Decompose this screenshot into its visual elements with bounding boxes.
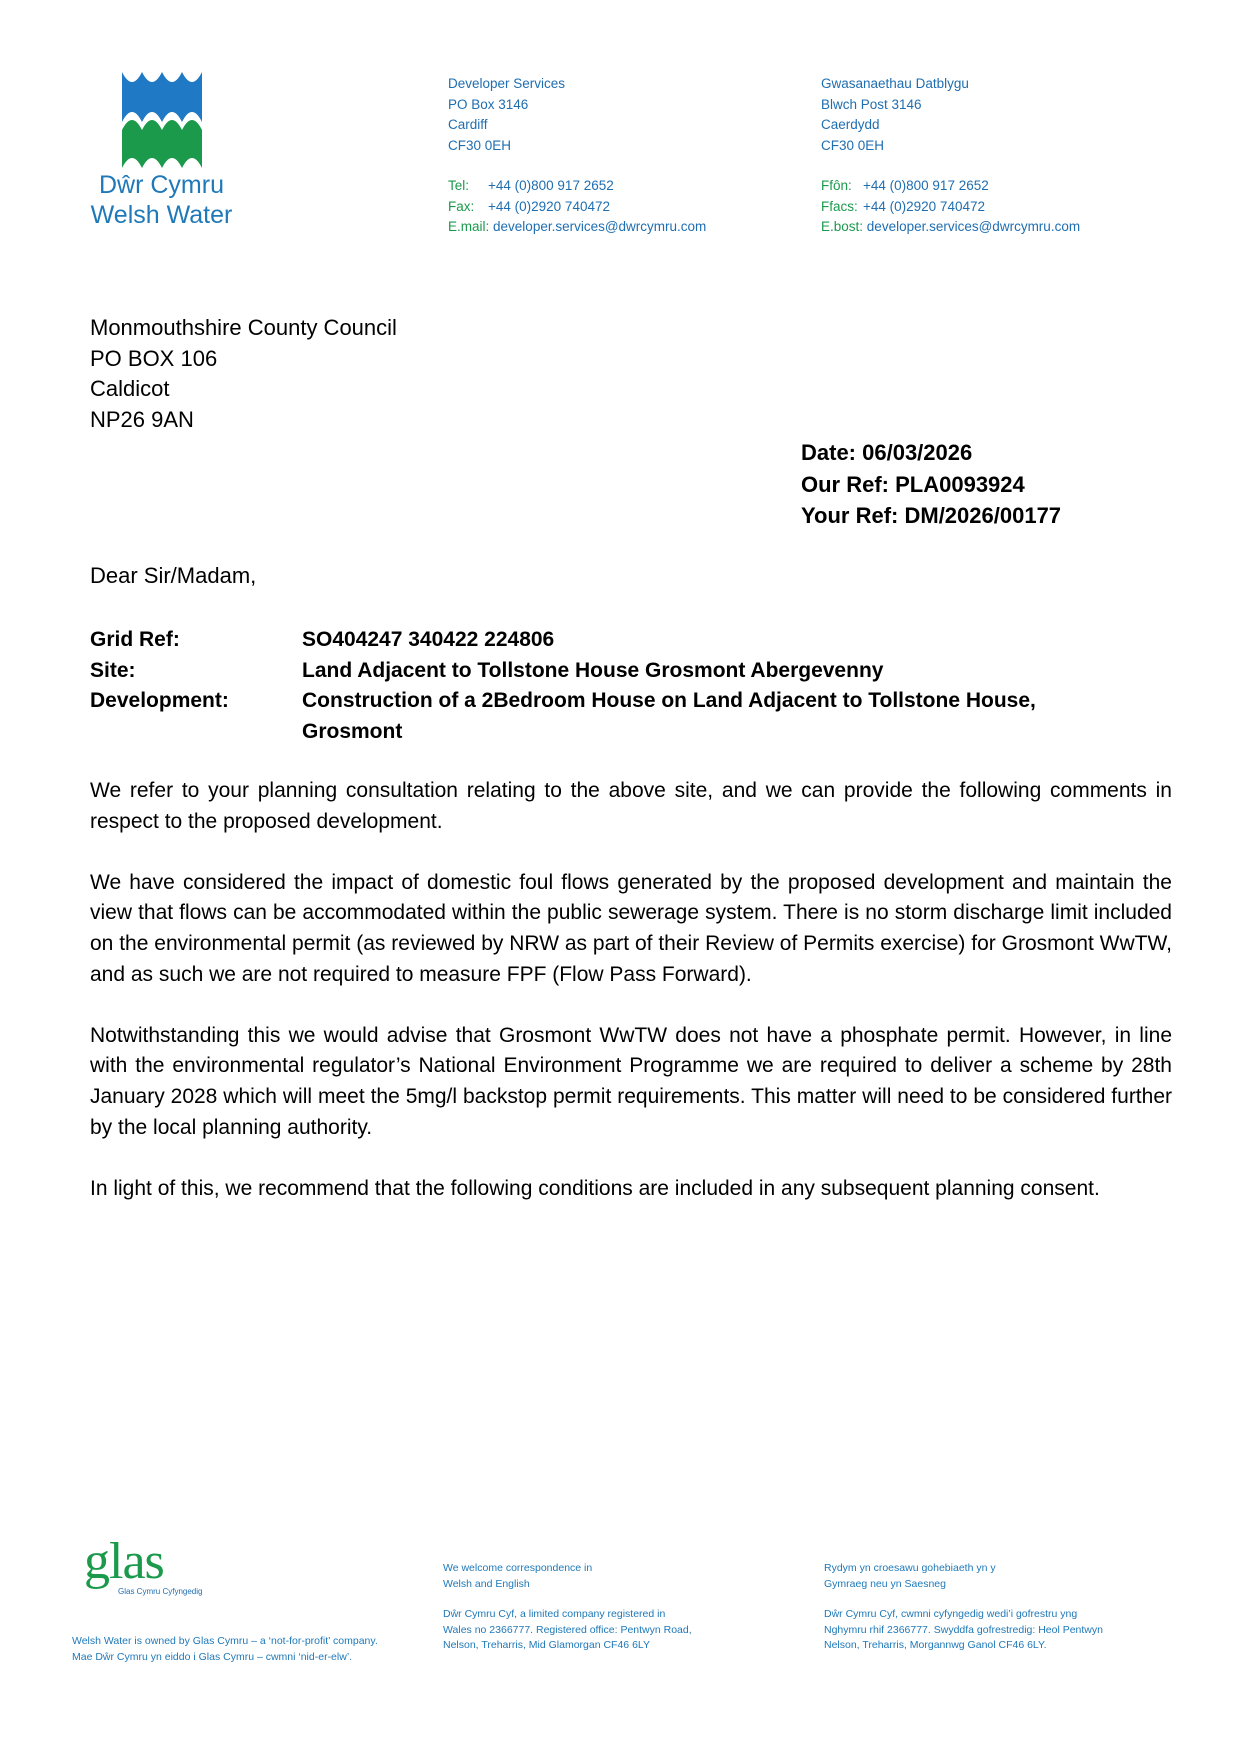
tel-label: Tel:	[448, 178, 470, 193]
body-paragraph: We refer to your planning consultation relating to the above site, and we can provide the following comments in respect to the proposed development.	[90, 779, 1172, 833]
site-label: Site:	[90, 658, 136, 682]
glas-logo	[84, 1533, 203, 1596]
grid-ref-value: SO404247 340422 224806	[302, 628, 555, 651]
fax-value: +44 (0)2920 740472	[488, 198, 610, 214]
email-link[interactable]: developer.services@dwrcymru.com	[493, 219, 707, 234]
address-line: Developer Services	[448, 76, 566, 91]
footer-line: Nelson, Treharris, Mid Glamorgan CF46 6LY	[443, 1639, 650, 1651]
fax-label: Ffacs:	[821, 198, 858, 214]
email-label: E.mail:	[448, 219, 490, 234]
email-link[interactable]: developer.services@dwrcymru.com	[866, 219, 1081, 234]
footer-line: We welcome correspondence in	[443, 1562, 593, 1574]
reference-block	[801, 437, 1061, 532]
development-value: Construction of a 2Bedroom House on Land Adjacent to Tollstone House, Grosmont	[302, 689, 1036, 743]
recipient-address	[90, 313, 397, 435]
footer-line: Welsh Water is owned by Glas Cymru – a ‘not-for-profit’ company.	[72, 1635, 378, 1647]
footer-line: Nelson, Treharris, Morgannwg Ganol CF46 6LY.	[824, 1639, 1047, 1651]
footer-line: Wales no 2366777. Registered office: Pentwyn Road,	[443, 1623, 692, 1636]
address-line: Gwasanaethau Datblygu	[821, 76, 969, 91]
site-value: Land Adjacent to Tollstone House Grosmont Abergevenny	[302, 658, 884, 682]
recipient-line: Monmouthshire County Council	[90, 315, 397, 340]
email-label: E.bost:	[821, 219, 864, 234]
your-ref: Your Ref: DM/2026/00177	[801, 503, 1062, 528]
address-line: CF30 0EH	[821, 137, 885, 153]
development-row	[90, 686, 1102, 747]
footer-line: Rydym yn croesawu gohebiaeth yn y	[824, 1562, 996, 1574]
recipient-line: Caldicot	[90, 376, 170, 401]
fax-label: Fax:	[448, 198, 475, 214]
address-line: Cardiff	[448, 117, 488, 132]
header-address-welsh	[821, 74, 1080, 238]
recipient-line: PO BOX 106	[90, 345, 218, 371]
glas-subtitle: Glas Cymru Cyfyngedig	[118, 1587, 203, 1596]
site-row	[90, 656, 1102, 687]
logo-line1: Dŵr Cymru	[99, 171, 224, 199]
body-paragraph: In light of this, we recommend that the following conditions are included in any subsequent planning consent.	[90, 1176, 1100, 1200]
address-line: PO Box 3146	[448, 96, 529, 112]
fax-value: +44 (0)2920 740472	[863, 198, 985, 214]
footer-line: Dŵr Cymru Cyf, a limited company registered in	[443, 1608, 666, 1620]
header-address-english	[448, 74, 706, 238]
letter-body	[90, 776, 1172, 1235]
grid-ref-label: Grid Ref:	[90, 628, 180, 651]
development-label: Development:	[90, 689, 229, 712]
body-paragraph: Notwithstanding this we would advise that Grosmont WwTW does not have a phosphate permit. However, in line with the environmental regulator’s National Environment Programme we are required to deliver a scheme by 28th January 2028 which will meet the 5mg/l backstop permit requirements. This matter will need to be considered further by the local planning authority.	[90, 1023, 1172, 1139]
our-ref: Our Ref: PLA0093924	[801, 471, 1025, 497]
logo-line2: Welsh Water	[90, 201, 233, 229]
date: Date: 06/03/2026	[801, 440, 973, 465]
footer-line: Dŵr Cymru Cyf, cwmni cyfyngedig wedi’i gofrestru yng	[824, 1608, 1078, 1620]
footer-ownership	[72, 1634, 378, 1665]
address-line: CF30 0EH	[448, 137, 512, 153]
site-details	[90, 625, 1102, 747]
body-paragraph: We have considered the impact of domestic foul flows generated by the proposed development and maintain the view that flows can be accommodated within the public sewerage system. There is no storm discharge limit included on the environmental permit (as reviewed by NRW as part of their Review of Permits exercise) for Grosmont WwTW, and as such we are not required to measure FPF (Flow Pass Forward).	[90, 870, 1172, 986]
footer-english	[443, 1561, 692, 1654]
tel-value: +44 (0)800 917 2652	[863, 178, 989, 193]
welsh-water-logo	[84, 70, 239, 240]
tel-label: Ffôn:	[821, 178, 852, 193]
tel-value: +44 (0)800 917 2652	[488, 178, 614, 193]
footer-line: Nghymru rhif 2366777. Swyddfa gofrestredig: Heol Pentwyn	[824, 1623, 1103, 1636]
footer-welsh	[824, 1561, 1103, 1654]
footer-line: Mae Dŵr Cymru yn eiddo i Glas Cymru – cwmni ‘nid-er-elw’.	[72, 1650, 353, 1663]
glas-wordmark: glas	[84, 1533, 164, 1590]
grid-ref-row	[90, 625, 1102, 656]
wave-logo-icon	[120, 70, 204, 170]
footer-line: Gymraeg neu yn Saesneg	[824, 1577, 946, 1590]
salutation: Dear Sir/Madam,	[90, 563, 257, 588]
address-line: Blwch Post 3146	[821, 96, 922, 112]
recipient-line: NP26 9AN	[90, 406, 194, 432]
address-line: Caerdydd	[821, 117, 880, 132]
footer-line: Welsh and English	[443, 1577, 530, 1590]
